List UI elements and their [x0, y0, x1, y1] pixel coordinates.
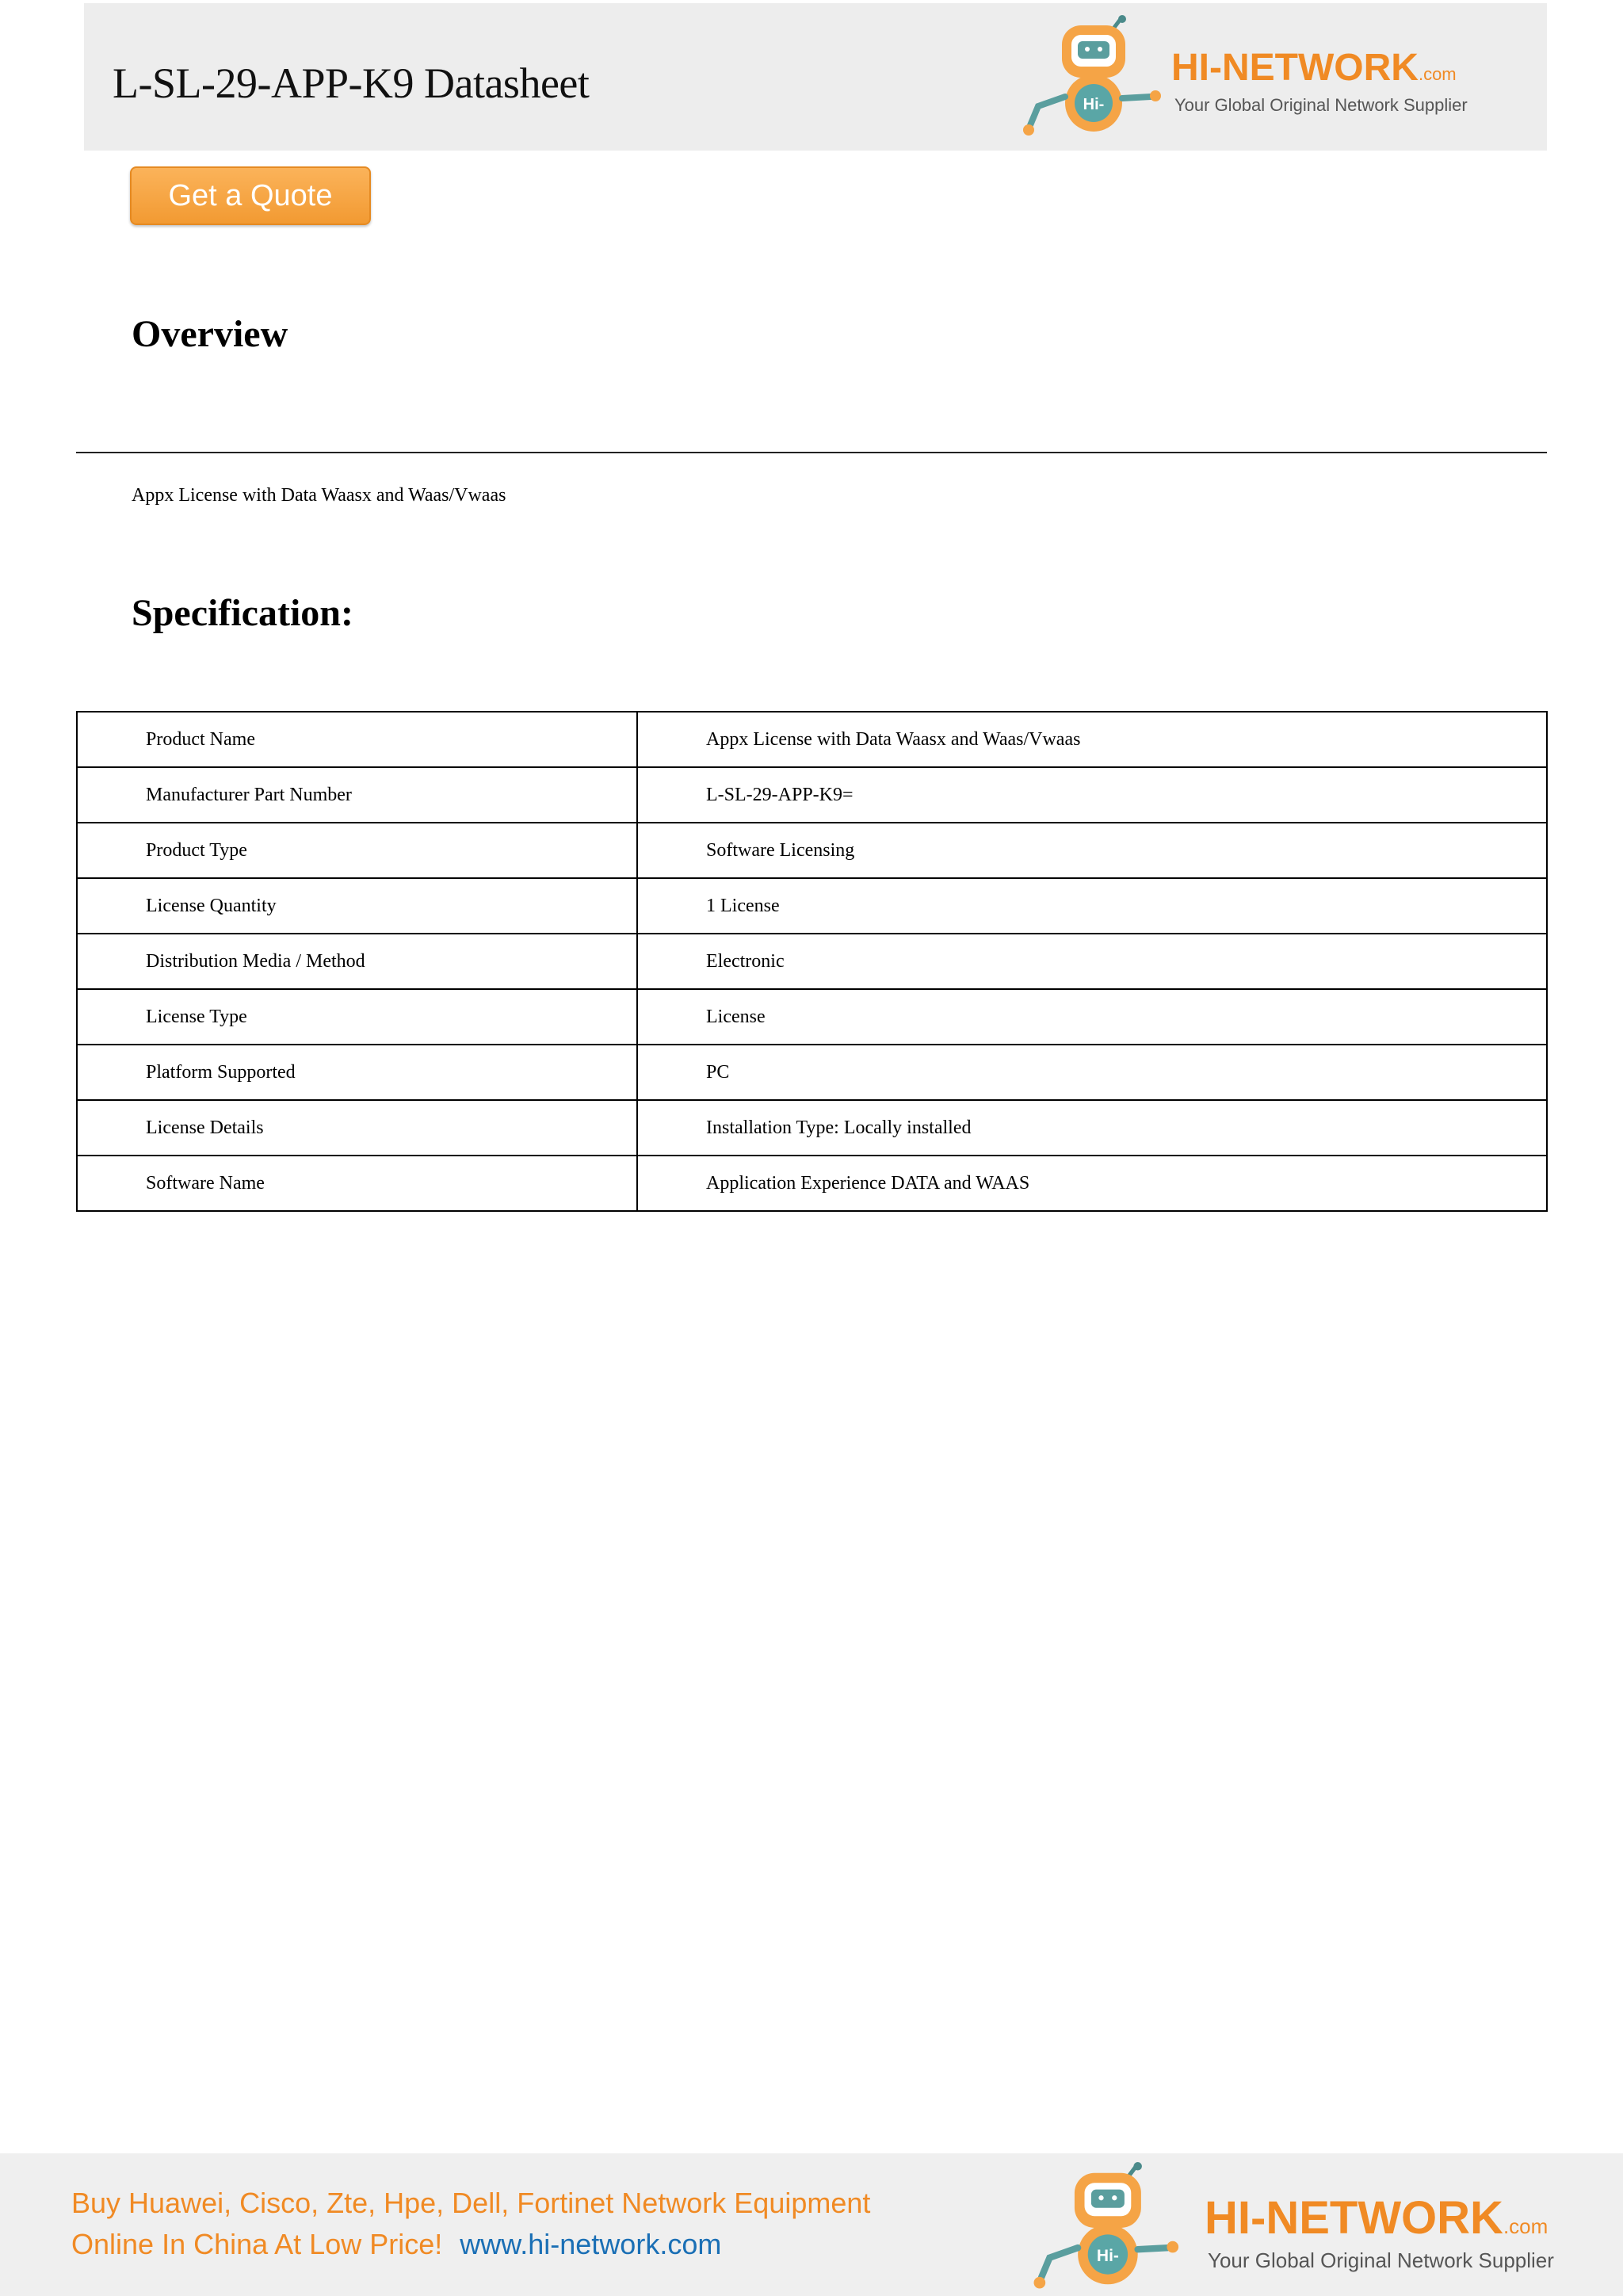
- spec-value: Electronic: [637, 934, 1547, 989]
- spec-value: Installation Type: Locally installed: [637, 1100, 1547, 1156]
- table-row: [77, 712, 1547, 767]
- spec-label: Distribution Media / Method: [77, 934, 637, 989]
- spec-label: Product Name: [77, 712, 637, 767]
- logo-brand-name: HI-NETWORK: [1171, 47, 1419, 89]
- spec-value: L-SL-29-APP-K9=: [637, 767, 1547, 823]
- footer-brand-name: HI-NETWORK: [1205, 2192, 1503, 2244]
- spec-value: Appx License with Data Waasx and Waas/Vwaas: [637, 712, 1547, 767]
- footer-logo[interactable]: [1022, 2153, 1577, 2296]
- logo-brand-suffix: .com: [1418, 64, 1457, 84]
- spec-value: PC: [637, 1045, 1547, 1100]
- footer-logo-brand: [1205, 2191, 1548, 2244]
- company-logo[interactable]: [1016, 14, 1484, 143]
- robot-mascot-icon: [1022, 2161, 1197, 2296]
- footer-band: [0, 2153, 1623, 2296]
- mascot-label: Hi-: [1083, 96, 1105, 113]
- header-band: [84, 3, 1547, 151]
- page-title: L-SL-29-APP-K9 Datasheet: [113, 59, 590, 107]
- get-a-quote-button[interactable]: Get a Quote: [130, 166, 371, 225]
- spec-label: Software Name: [77, 1156, 637, 1211]
- table-row: [77, 934, 1547, 989]
- overview-heading: Overview: [132, 313, 288, 355]
- spec-label: Product Type: [77, 823, 637, 878]
- table-row: [77, 878, 1547, 934]
- mascot-label: Hi-: [1096, 2246, 1119, 2265]
- footer-website-link[interactable]: www.hi-network.com: [460, 2228, 722, 2260]
- spec-label: License Type: [77, 989, 637, 1045]
- footer-promo-text: Online In China At Low Price!: [71, 2228, 443, 2260]
- table-row: [77, 1156, 1547, 1211]
- table-row: [77, 1100, 1547, 1156]
- specification-table: [76, 711, 1548, 1212]
- table-row: [77, 1045, 1547, 1100]
- overview-text: Appx License with Data Waasx and Waas/Vwaas: [132, 485, 506, 506]
- section-divider: [76, 452, 1547, 453]
- logo-brand: [1171, 46, 1457, 90]
- footer-logo-tagline: Your Global Original Network Supplier: [1208, 2248, 1554, 2272]
- robot-mascot-icon: [1016, 14, 1174, 143]
- table-row: [77, 767, 1547, 823]
- table-row: [77, 989, 1547, 1045]
- spec-value: License: [637, 989, 1547, 1045]
- footer-promo-line2: [71, 2228, 721, 2261]
- table-row: [77, 823, 1547, 878]
- spec-value: 1 License: [637, 878, 1547, 934]
- footer-promo-line1: Buy Huawei, Cisco, Zte, Hpe, Dell, Fortinet Network Equipment: [71, 2187, 871, 2219]
- spec-label: Manufacturer Part Number: [77, 767, 637, 823]
- logo-tagline: Your Global Original Network Supplier: [1174, 95, 1468, 115]
- spec-value: Software Licensing: [637, 823, 1547, 878]
- specification-heading: Specification:: [132, 592, 353, 634]
- spec-value: Application Experience DATA and WAAS: [637, 1156, 1547, 1211]
- spec-label: License Quantity: [77, 878, 637, 934]
- spec-label: License Details: [77, 1100, 637, 1156]
- footer-brand-suffix: .com: [1503, 2214, 1549, 2238]
- spec-label: Platform Supported: [77, 1045, 637, 1100]
